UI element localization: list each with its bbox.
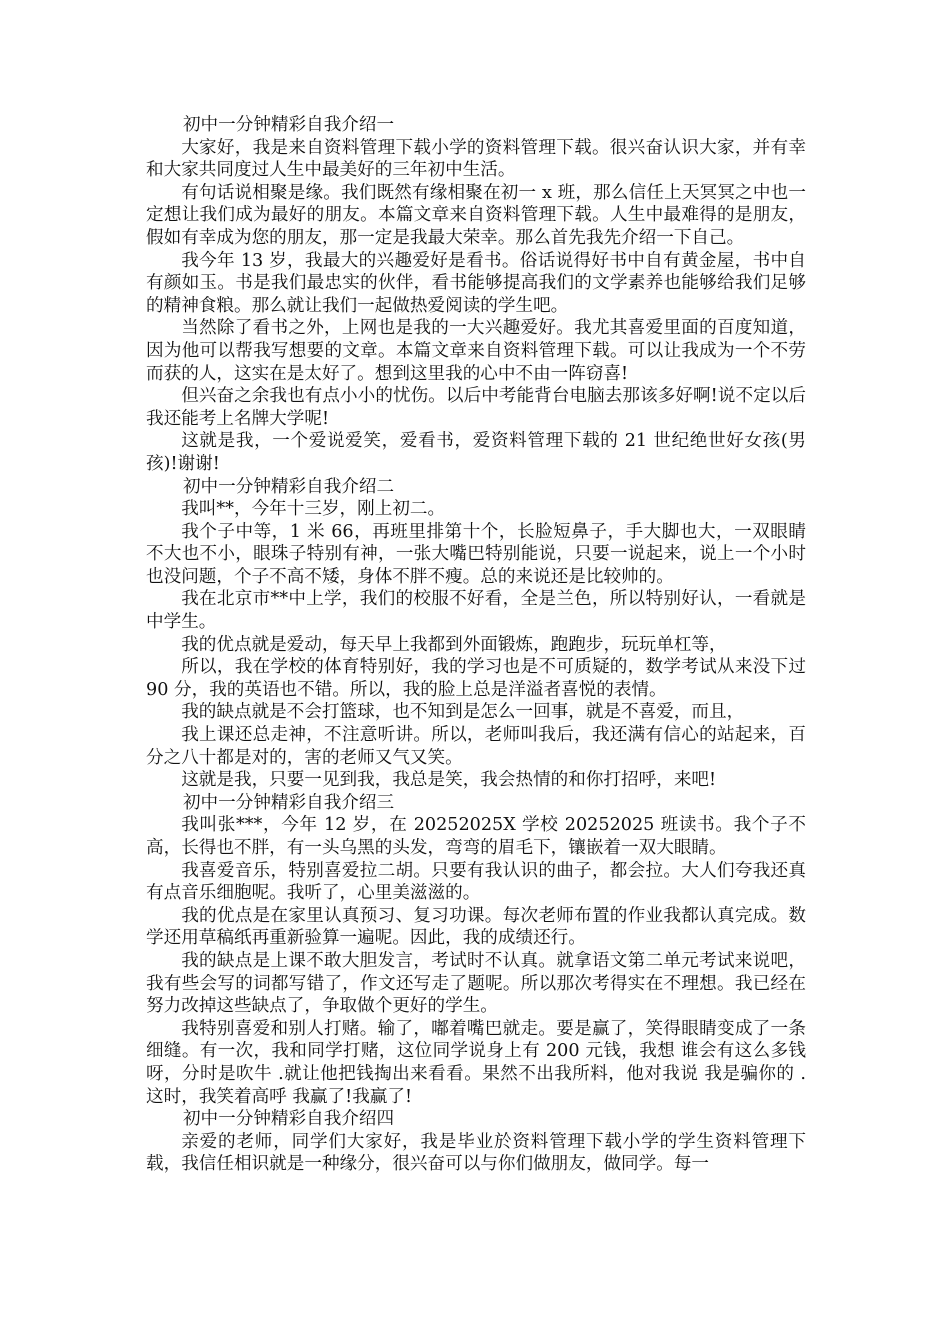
document-body — [146, 114, 806, 1176]
paragraph: 我的缺点是上课不敢大胆发言，考试时不认真。就拿语文第二单元考试来说吧，我有些会写的词都写错了，作文还写走了题呢。所以那次考得实在不理想。我已经在努力改掉这些缺点了，争取做个更好的学生。 — [146, 950, 806, 1017]
paragraph: 我的优点是在家里认真预习、复习功课。每次老师布置的作业我都认真完成。数学还用草稿纸再重新验算一遍呢。因此，我的成绩还行。 — [146, 905, 806, 949]
paragraph: 我的优点就是爱动，每天早上我都到外面锻炼，跑跑步，玩玩单杠等， — [181, 634, 727, 655]
paragraph: 这就是我，只要一见到我，我总是笑，我会热情的和你打招呼，来吧! — [181, 770, 717, 791]
paragraph: 我的缺点就是不会打篮球，也不知到是怎么一回事，就是不喜爱，而且， — [181, 702, 745, 723]
section-heading-2: 初中一分钟精彩自我介绍二 — [182, 476, 395, 497]
paragraph: 我个子中等，1 米 66，再班里排第十个，长脸短鼻子，手大脚也大，一双眼睛不大也不小，眼珠子特别有神，一张大嘴巴特别能说，只要一说起来，说上一个小时也没问题，个子不高不矮，身体不胖不瘦。总的来说还是比较帅的。 — [146, 521, 806, 587]
paragraph: 有句话说相聚是缘。我们既然有缘相聚在初一 x 班，那么信任上天冥冥之中也一定想让我们成为最好的朋友。本篇文章来自资料管理下载。人生中最难得的是朋友，假如有幸成为您的朋友，那一定是我最大荣幸。那么首先我先介绍一下自己。 — [146, 182, 806, 248]
section-heading-3: 初中一分钟精彩自我介绍三 — [182, 792, 395, 813]
section-heading-1: 初中一分钟精彩自我介绍一 — [182, 115, 395, 135]
paragraph: 我叫**，今年十三岁，刚上初二。 — [181, 499, 446, 520]
paragraph: 我在北京市**中上学，我们的校服不好看，全是兰色，所以特别好认，一看就是中学生。 — [146, 589, 806, 633]
paragraph: 大家好，我是来自资料管理下载小学的资料管理下载。很兴奋认识大家，并有幸和大家共同度过人生中最美好的三年初中生活。 — [146, 137, 806, 181]
paragraph: 我特别喜爱和别人打赌。输了，嘟着嘴巴就走。要是赢了，笑得眼睛变成了一条细缝。有一次，我和同学打赌，这位同学说身上有 200 元钱，我想 谁会有这么多钱呀，分时是吹牛 .就让他把钱掏出来看看。果然不出我所料，他对我说 我是骗你的 .这时，我笑着高呼 我赢了!我赢了! — [146, 1018, 806, 1107]
paragraph: 亲爱的老师，同学们大家好，我是毕业於资料管理下载小学的学生资料管理下载，我信任相识就是一种缘分，很兴奋可以与你们做朋友，做同学。每一 — [146, 1131, 806, 1175]
paragraph: 这就是我，一个爱说爱笑，爱看书，爱资料管理下载的 21 世纪绝世好女孩(男孩)!谢谢! — [146, 431, 806, 474]
section-heading-4: 初中一分钟精彩自我介绍四 — [182, 1109, 395, 1130]
paragraph: 我喜爱音乐，特别喜爱拉二胡。只要有我认识的曲子，都会拉。大人们夸我还真有点音乐细胞呢。我听了，心里美滋滋的。 — [146, 860, 806, 904]
paragraph: 当然除了看书之外，上网也是我的一大兴趣爱好。我尤其喜爱里面的百度知道，因为他可以帮我写想要的文章。本篇文章来自资料管理下载。可以让我成为一个不劳而获的人，这实在是太好了。想到这里我的心中不由一阵窃喜! — [146, 318, 806, 384]
paragraph: 我叫张***，今年 12 岁，在 20252025X 学校 20252025 班读书。我个子不高，长得也不胖，有一头乌黑的头发，弯弯的眉毛下，镶嵌着一双大眼睛。 — [146, 815, 806, 858]
paragraph: 我上课还总走神，不注意听讲。所以，老师叫我后，我还满有信心的站起来，百分之八十都是对的，害的老师又气又笑。 — [146, 725, 806, 768]
paragraph: 所以，我在学校的体育特别好，我的学习也是不可质疑的，数学考试从来没下过 90 分，我的英语也不错。所以，我的脸上总是洋溢者喜悦的表情。 — [146, 657, 806, 700]
paragraph: 我今年 13 岁，我最大的兴趣爱好是看书。俗话说得好书中自有黄金屋，书中自有颜如玉。书是我们最忠实的伙伴，看书能够提高我们的文学素养也能够给我们足够的精神食粮。那么就让我们一起做热爱阅读的学生吧。 — [146, 250, 806, 316]
paragraph: 但兴奋之余我也有点小小的忧伤。以后中考能背台电脑去那该多好啊!说不定以后我还能考上名牌大学呢! — [146, 386, 806, 429]
